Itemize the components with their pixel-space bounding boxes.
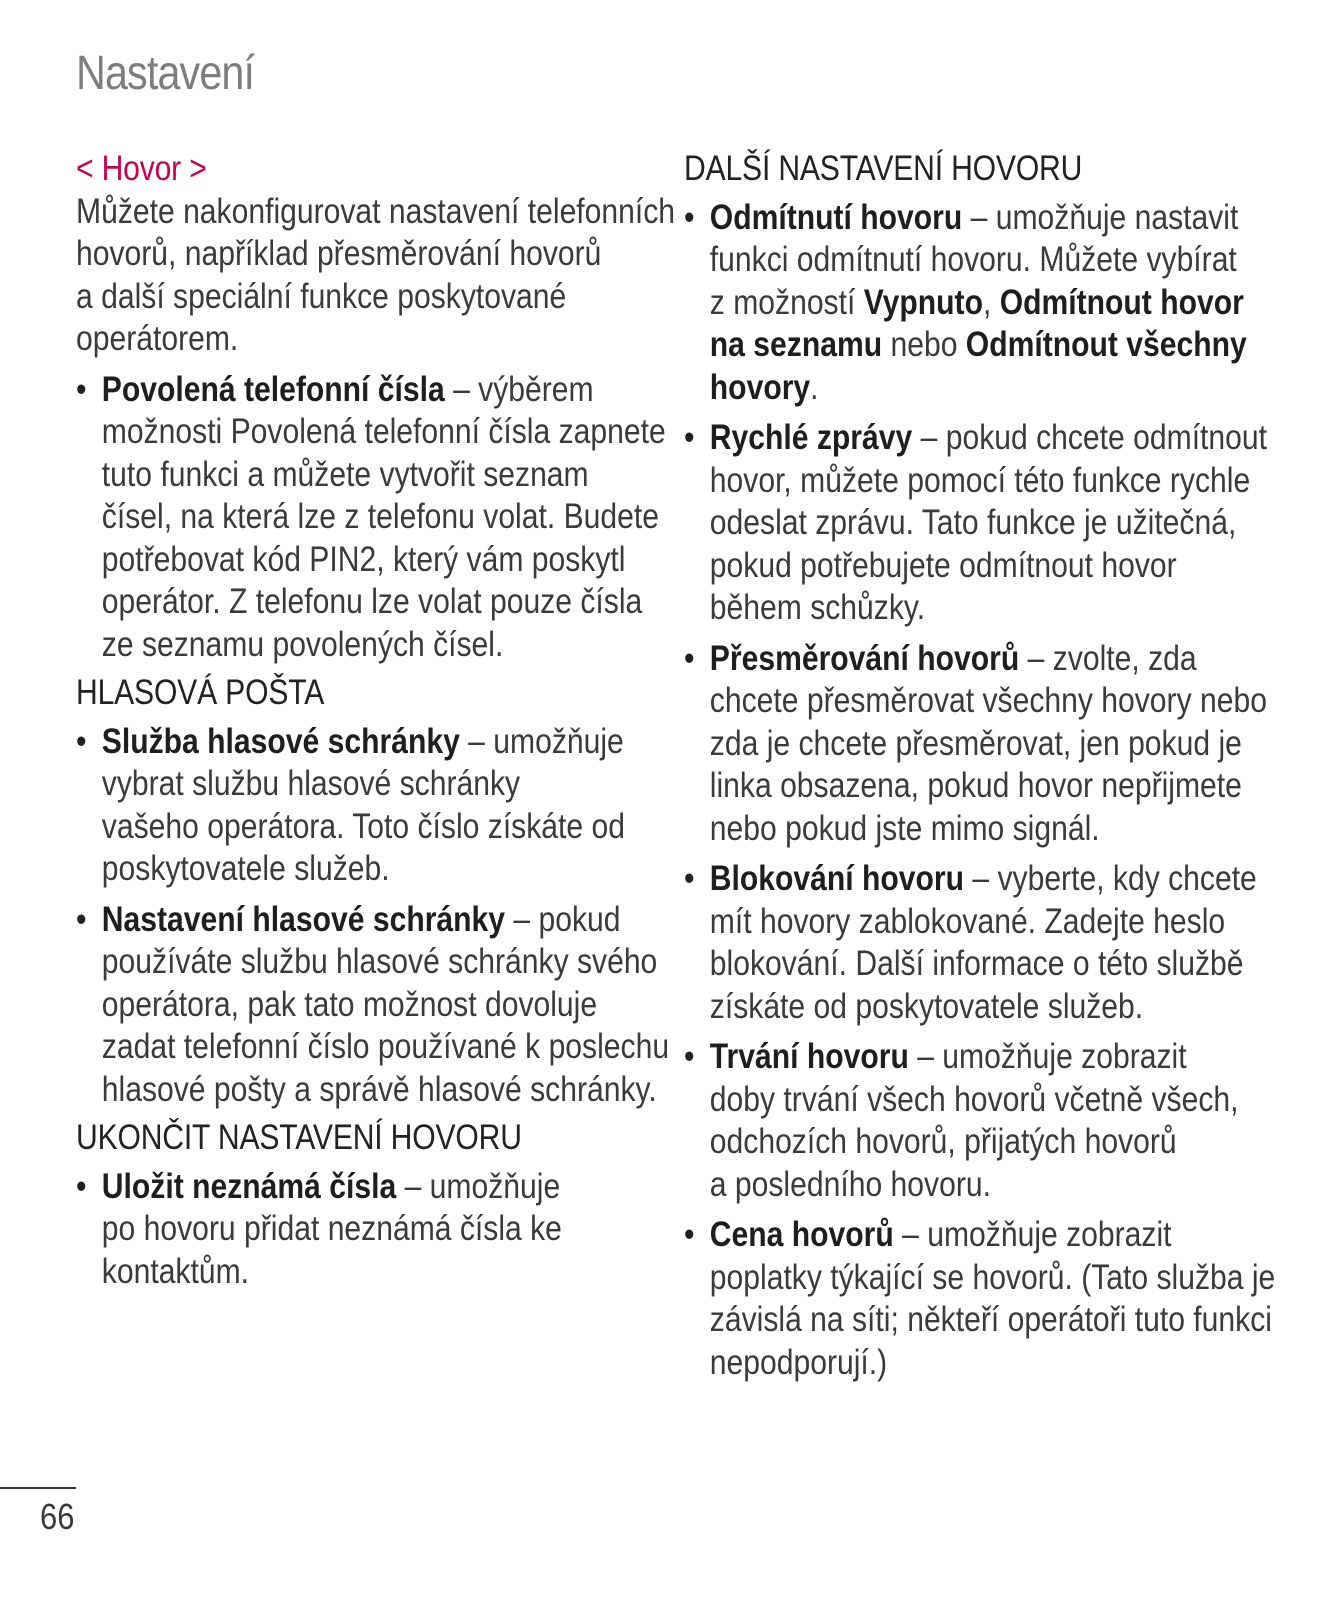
- item-line: během schůzky.: [709, 588, 926, 627]
- item-term: Služba hlasové schránky: [101, 721, 460, 761]
- bullet-icon: •: [684, 1037, 695, 1076]
- item-line: čísel, na která lze z telefonu volat. Budete: [101, 497, 659, 536]
- item-line: možnosti Povolená telefonní čísla zapnete: [101, 412, 666, 451]
- list-item-call-barring: [684, 858, 1257, 1028]
- item-term: Cena hovorů: [709, 1215, 894, 1254]
- item-term: Nastavení hlasové schránky: [101, 899, 506, 939]
- item-text: – zvolte, zda: [1019, 638, 1197, 678]
- option-reject-all: Odmítnout všechny: [965, 325, 1247, 364]
- list-item-call-reject: [684, 197, 1245, 410]
- bullet-icon: •: [76, 1166, 87, 1206]
- item-text: – umožňuje: [459, 721, 624, 761]
- item-line: hlasové pošty a správě hlasové schránky.: [101, 1069, 657, 1109]
- bullet-icon: •: [684, 1215, 695, 1254]
- section-heading-end-call: UKONČIT NASTAVENÍ HOVORU: [76, 1118, 522, 1157]
- item-line: nepodporují.): [709, 1342, 888, 1382]
- intro-line: a další speciální funkce poskytované: [76, 276, 567, 316]
- item-line: operátor. Z telefonu lze volat pouze čísla: [101, 582, 643, 621]
- item-line: nebo pokud jste mimo signál.: [709, 808, 1100, 848]
- item-line: ze seznamu povolených čísel.: [101, 624, 504, 664]
- item-text: – umožňuje: [396, 1166, 561, 1206]
- list-item-save-unknown: [76, 1166, 637, 1294]
- option-off: Vypnuto: [863, 282, 983, 322]
- item-line: kontaktům.: [101, 1251, 250, 1291]
- item-text: – umožňuje zobrazit: [908, 1037, 1187, 1076]
- left-column: [76, 148, 676, 1293]
- bullet-icon: •: [684, 197, 695, 237]
- section-heading-more-settings: DALŠÍ NASTAVENÍ HOVORU: [684, 149, 1083, 188]
- item-line: linka obsazena, pokud hovor nepřijmete: [709, 766, 1242, 805]
- page-number: 66: [40, 1496, 75, 1537]
- item-term: Přesměrování hovorů: [709, 638, 1020, 678]
- item-line: funkci odmítnutí hovoru. Můžete vybírat: [709, 240, 1237, 279]
- item-line: po hovoru přidat neznámá čísla ke: [101, 1209, 562, 1248]
- item-line: potřebovat kód PIN2, který vám poskytl: [101, 539, 626, 579]
- bullet-icon: •: [684, 418, 695, 457]
- footer-divider: [0, 1487, 76, 1489]
- item-line: poskytovatele služeb.: [101, 849, 390, 888]
- item-text: ,: [982, 282, 1000, 322]
- item-line: vašeho operátora. Toto číslo získáte od: [101, 806, 625, 846]
- item-term: Trvání hovoru: [709, 1037, 909, 1076]
- item-line: hovor, můžete pomocí této funkce rychle: [709, 460, 1251, 500]
- list-item-quick-messages: [684, 417, 1267, 630]
- item-line: získáte od poskytovatele služeb.: [709, 986, 1144, 1026]
- item-line: doby trvání všech hovorů včetně všech,: [709, 1079, 1239, 1119]
- bullet-icon: •: [684, 638, 695, 678]
- item-line: chcete přesměrovat všechny hovory nebo: [709, 681, 1267, 720]
- item-text: – pokud: [505, 899, 621, 939]
- item-text: – vyberte, kdy chcete: [964, 859, 1257, 898]
- item-text: nebo: [882, 325, 966, 364]
- item-text: – umožňuje nastavit: [962, 197, 1239, 237]
- list-item-call-forwarding: [684, 638, 1267, 851]
- item-text: – pokud chcete odmítnout: [912, 418, 1267, 457]
- item-line: zadat telefonní číslo používané k poslechu: [101, 1027, 670, 1066]
- item-term: Uložit neznámá čísla: [101, 1166, 397, 1206]
- list-item-call-costs: [684, 1214, 1276, 1384]
- item-line: zda je chcete přesměrovat, jen pokud je: [709, 723, 1242, 763]
- item-line: mít hovory zablokované. Zadejte heslo: [709, 901, 1226, 941]
- item-line: blokování. Další informace o této službě: [709, 944, 1244, 983]
- bullet-icon: •: [684, 859, 695, 898]
- item-line: závislá na síti; někteří operátoři tuto funkci: [709, 1300, 1272, 1339]
- section-heading-voicemail: HLASOVÁ POŠTA: [76, 673, 325, 712]
- right-column: [684, 148, 1276, 1384]
- option-reject-all-cont: hovory: [709, 367, 811, 407]
- item-line: tuto funkci a můžete vytvořit seznam: [101, 454, 589, 494]
- page-title: Nastavení: [76, 47, 255, 100]
- item-line: a posledního hovoru.: [709, 1164, 991, 1204]
- list-item-voicemail-service: [76, 721, 637, 891]
- option-reject-list: Odmítnout hovor: [999, 282, 1244, 322]
- intro-line: Můžete nakonfigurovat nastavení telefonních: [76, 191, 676, 231]
- item-term: Odmítnutí hovoru: [709, 197, 963, 237]
- item-text: – umožňuje zobrazit: [893, 1215, 1172, 1254]
- item-text: z možností: [709, 282, 864, 322]
- item-line: odeslat zprávu. Tato funkce je užitečná,: [709, 503, 1237, 542]
- section-heading-hovor: < Hovor >: [76, 149, 207, 188]
- item-term: Rychlé zprávy: [709, 418, 913, 457]
- item-line: vybrat službu hlasové schránky: [101, 764, 521, 803]
- bullet-icon: •: [76, 369, 87, 409]
- intro-paragraph: [76, 191, 676, 361]
- list-item-fixed-dialing: [76, 369, 666, 667]
- intro-line: hovorů, například přesměrování hovorů: [76, 234, 602, 273]
- item-line: operátora, pak tato možnost dovoluje: [101, 984, 598, 1024]
- item-text: – výběrem: [444, 369, 594, 409]
- item-line: poplatky týkající se hovorů. (Tato služba je: [709, 1257, 1276, 1297]
- item-text: .: [810, 367, 819, 407]
- list-item-voicemail-settings: [76, 899, 670, 1112]
- bullet-icon: •: [76, 899, 87, 939]
- item-term: Povolená telefonní čísla: [101, 369, 445, 409]
- item-line: používáte službu hlasové schránky svého: [101, 942, 658, 981]
- list-item-call-duration: [684, 1036, 1245, 1206]
- item-line: pokud potřebujete odmítnout hovor: [709, 545, 1177, 585]
- bullet-icon: •: [76, 721, 87, 761]
- item-term: Blokování hovoru: [709, 859, 965, 898]
- option-reject-list-cont: na seznamu: [709, 325, 883, 364]
- item-line: odchozích hovorů, přijatých hovorů: [709, 1122, 1177, 1161]
- intro-line: operátorem.: [76, 319, 239, 358]
